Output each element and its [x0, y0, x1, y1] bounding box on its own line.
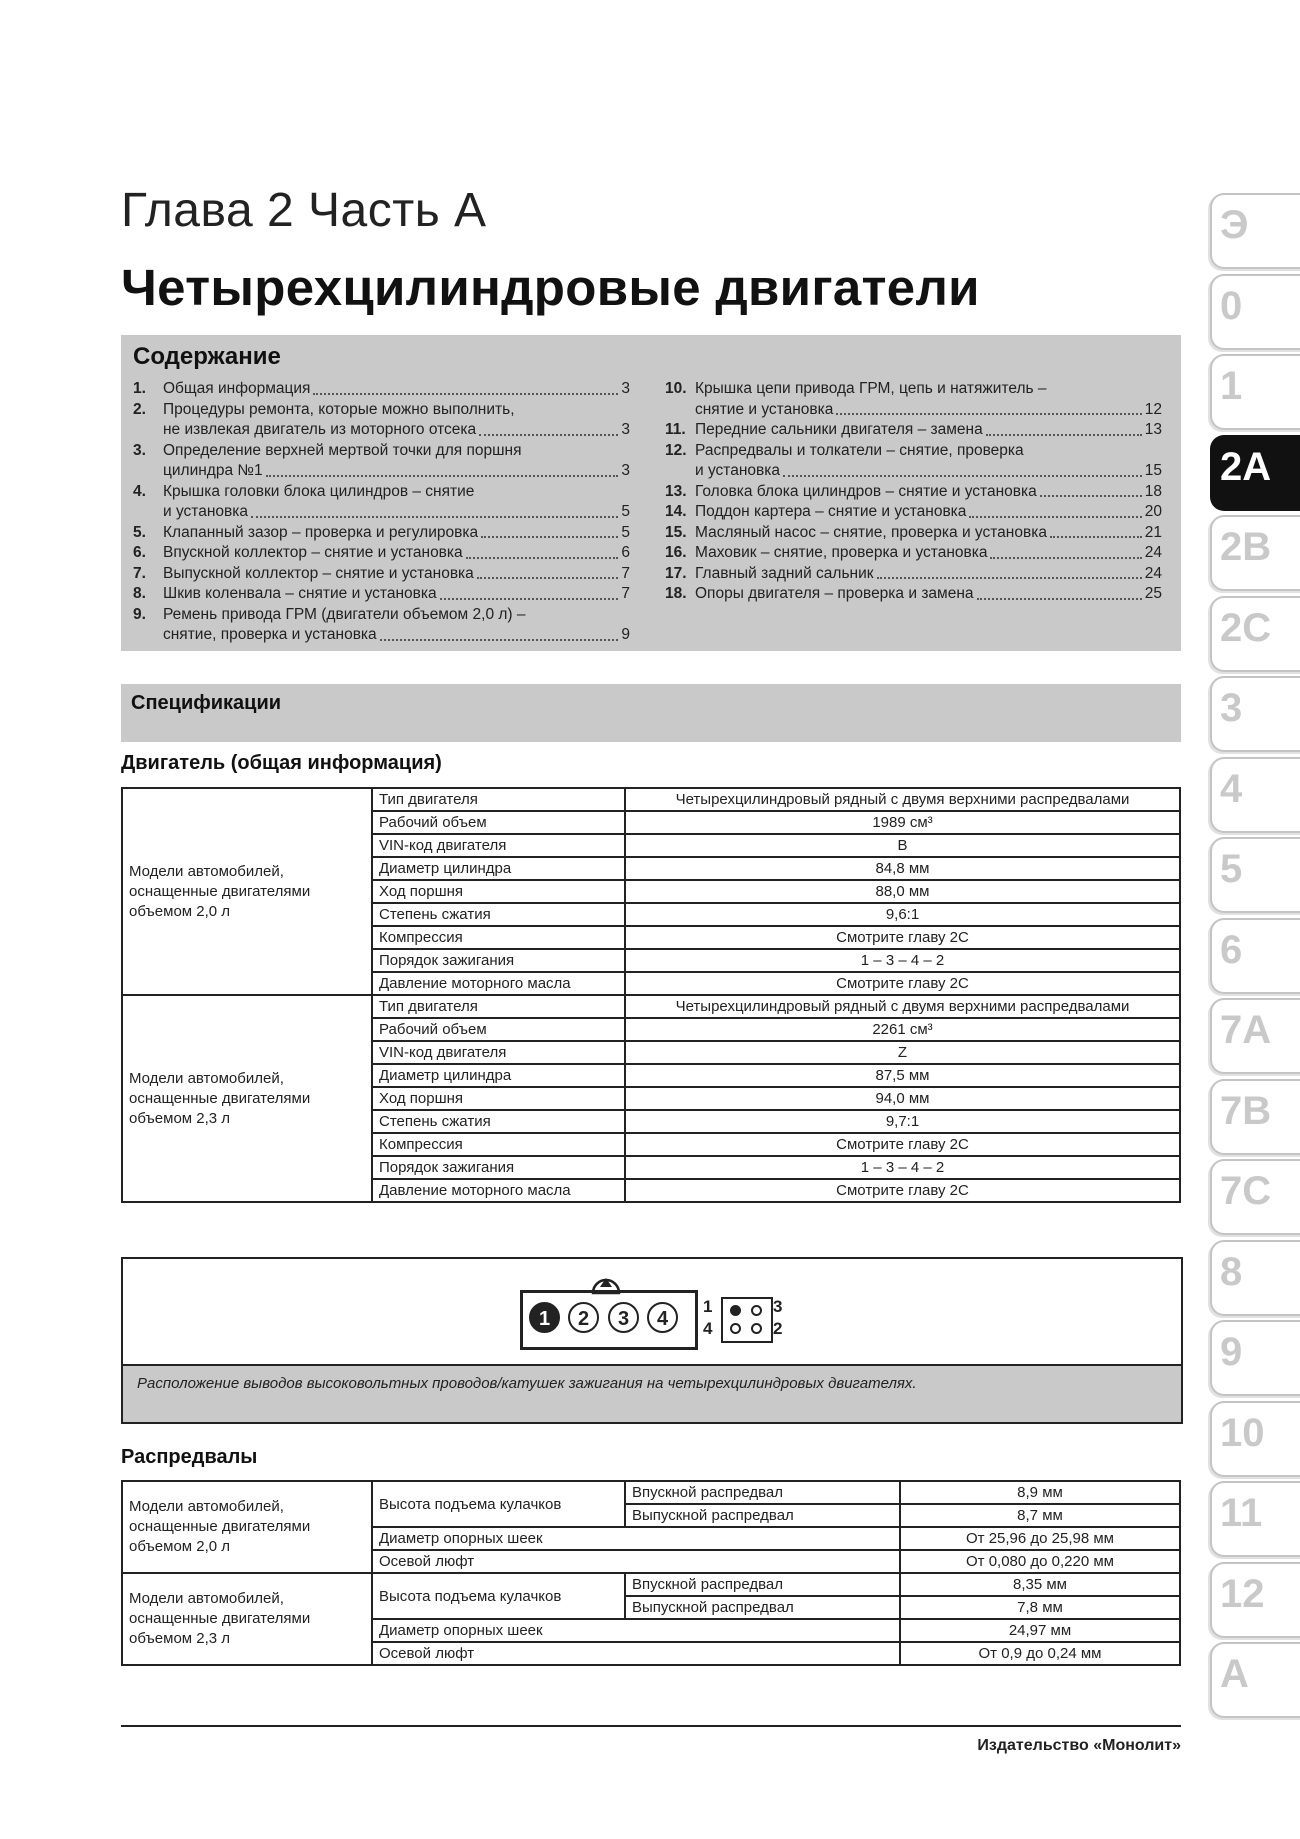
camshaft-spec-row	[122, 1573, 1180, 1596]
engine-param-label: Тип двигателя	[372, 995, 625, 1018]
toc-right-column	[665, 379, 1162, 605]
toc-item-page: 5	[621, 523, 630, 541]
toc-item-text: Впускной коллектор – снятие и установка	[163, 544, 463, 561]
toc-item-text: Поддон картера – снятие и установка	[695, 503, 967, 520]
end-play-label: Осевой люфт	[372, 1550, 900, 1573]
toc-item-text: Главный задний сальник	[695, 564, 874, 582]
toc-item-body	[695, 584, 1162, 605]
toc-item-line	[695, 543, 1162, 564]
chapter-tab-label: 8	[1220, 1249, 1243, 1294]
toc-item-text: Общая информация	[163, 380, 311, 397]
toc-leader-dots	[783, 475, 1142, 477]
toc-item-number: 16.	[665, 544, 687, 561]
toc-item-text: Передние сальники двигателя – замена	[695, 421, 983, 438]
toc-item-page: 6	[621, 544, 630, 561]
toc-item-body	[695, 482, 1162, 503]
chapter-tab-label: 3	[1220, 686, 1243, 730]
toc-leader-dots	[1040, 495, 1142, 497]
toc-item-line	[695, 461, 1162, 482]
toc-item-text: и установка	[163, 503, 248, 520]
chapter-tab-3[interactable]	[1210, 676, 1300, 752]
toc-item-page: 7	[621, 564, 630, 582]
toc-item-line	[163, 543, 630, 564]
toc-item	[665, 584, 1162, 605]
journal-diameter-label: Диаметр опорных шеек	[372, 1619, 900, 1642]
engine-param-value: 9,6:1	[625, 903, 1180, 926]
engine-param-value: 1989 см³	[625, 811, 1180, 834]
toc-item	[133, 523, 630, 544]
chapter-tab-9[interactable]	[1210, 1320, 1300, 1396]
engine-param-value: 9,7:1	[625, 1110, 1180, 1133]
chapter-tab-label: 1	[1220, 364, 1243, 408]
chapter-tab-7a[interactable]	[1210, 998, 1300, 1074]
coil-label-top-left: 1	[703, 1297, 713, 1316]
engine-param-label: Тип двигателя	[372, 788, 625, 811]
chapter-tab-label: 7B	[1220, 1088, 1272, 1133]
engine-param-value: 94,0 мм	[625, 1087, 1180, 1110]
coil-terminal-4	[730, 1323, 741, 1334]
contents-box	[121, 335, 1181, 651]
toc-item-page: 9	[621, 626, 630, 643]
toc-leader-dots	[969, 516, 1141, 518]
toc-item-page: 25	[1144, 585, 1162, 602]
footer-publisher: Издательство «Монолит»	[977, 1737, 1181, 1754]
toc-item-number: 1.	[133, 380, 146, 397]
toc-item-number: 17.	[665, 564, 687, 582]
engine-param-value: 1 – 3 – 4 – 2	[625, 1156, 1180, 1179]
chapter-tab-э[interactable]	[1210, 193, 1300, 269]
toc-item	[665, 379, 1162, 420]
toc-item-number: 8.	[133, 585, 146, 602]
engine-param-label: Диаметр цилиндра	[372, 857, 625, 880]
toc-item-number: 9.	[133, 605, 146, 623]
chapter-tab-5[interactable]	[1210, 837, 1300, 913]
toc-item-text: и установка	[695, 462, 780, 479]
contents-title: Содержание	[133, 343, 281, 370]
toc-item	[133, 584, 630, 605]
toc-leader-dots	[990, 557, 1141, 559]
journal-diameter-value: От 25,96 до 25,98 мм	[900, 1527, 1180, 1550]
coil-terminal-3	[751, 1305, 762, 1316]
coil-label-bottom-right: 2	[773, 1319, 783, 1338]
toc-item-text: Крышка головки блока цилиндров – снятие	[163, 482, 475, 500]
toc-item-text: Головка блока цилиндров – снятие и установка	[695, 482, 1037, 500]
toc-leader-dots	[440, 598, 619, 600]
chapter-tab-8[interactable]	[1210, 1240, 1300, 1316]
chapter-tab-2b[interactable]	[1210, 515, 1300, 591]
chapter-tab-1[interactable]	[1210, 354, 1300, 430]
chapter-tab-12[interactable]	[1210, 1562, 1300, 1638]
toc-item-body	[695, 420, 1162, 441]
toc-item-number: 3.	[133, 441, 146, 459]
cylinder-1: 1	[529, 1302, 560, 1333]
end-play-value: От 0,080 до 0,220 мм	[900, 1550, 1180, 1573]
engine-param-label: VIN-код двигателя	[372, 834, 625, 857]
toc-item	[665, 564, 1162, 585]
toc-item-number: 10.	[665, 380, 687, 397]
toc-leader-dots	[466, 557, 619, 559]
toc-item	[133, 564, 630, 585]
toc-item-text: не извлекая двигатель из моторного отсека	[163, 421, 477, 438]
toc-item-body	[695, 379, 1162, 420]
toc-item-text: Маховик – снятие, проверка и установка	[695, 544, 988, 561]
toc-item-body	[695, 564, 1162, 585]
toc-item-page: 12	[1144, 400, 1162, 418]
engine-param-value: 84,8 мм	[625, 857, 1180, 880]
intake-cam-value: 8,9 мм	[900, 1481, 1180, 1504]
engine-param-label: Степень сжатия	[372, 903, 625, 926]
chapter-tab-label: 7C	[1220, 1169, 1272, 1213]
toc-item-line	[163, 379, 630, 400]
footer-rule	[121, 1725, 1181, 1727]
chapter-tab-a[interactable]	[1210, 1642, 1300, 1718]
engine-param-value: Смотрите главу 2С	[625, 972, 1180, 995]
toc-item-number: 11.	[665, 421, 686, 438]
toc-item	[665, 420, 1162, 441]
toc-item-line	[163, 564, 630, 585]
journal-diameter-label: Диаметр опорных шеек	[372, 1527, 900, 1550]
cylinder-3: 3	[608, 1302, 639, 1333]
chapter-tab-10[interactable]	[1210, 1401, 1300, 1477]
toc-leader-dots	[380, 639, 619, 641]
toc-item-body	[695, 523, 1162, 544]
chapter-tab-label: 7A	[1220, 1008, 1272, 1052]
toc-item-text: Опоры двигателя – проверка и замена	[695, 585, 974, 602]
chapter-tab-label: 2B	[1220, 525, 1272, 569]
toc-item-line	[695, 420, 1162, 441]
toc-item-line	[163, 420, 630, 441]
toc-item-page: 7	[621, 585, 630, 602]
toc-item-body	[163, 482, 630, 523]
toc-item-number: 6.	[133, 544, 146, 561]
toc-item-page: 13	[1144, 421, 1162, 438]
toc-leader-dots	[977, 598, 1142, 600]
toc-item-text: Распредвалы и толкатели – снятие, проверка	[695, 441, 1024, 459]
toc-left-column	[133, 379, 630, 646]
toc-leader-dots	[479, 434, 618, 436]
toc-item-body	[163, 564, 630, 585]
toc-item-text: Выпускной коллектор – снятие и установка	[163, 564, 474, 582]
chapter-tab-7b[interactable]	[1210, 1079, 1300, 1155]
chapter-tab-label: 2C	[1220, 605, 1272, 650]
toc-item-line	[695, 502, 1162, 523]
toc-item-body	[163, 441, 630, 482]
engine-param-label: VIN-код двигателя	[372, 1041, 625, 1064]
intake-cam-label: Впускной распредвал	[625, 1573, 900, 1596]
toc-item	[665, 502, 1162, 523]
toc-item-body	[163, 584, 630, 605]
cam-lift-label: Высота подъема кулачков	[372, 1573, 625, 1619]
engine-model-cell: Модели автомобилей, оснащенные двигателями объемом 2,3 л	[122, 995, 372, 1202]
intake-cam-label: Впускной распредвал	[625, 1481, 900, 1504]
toc-leader-dots	[251, 516, 618, 518]
toc-item-line	[695, 400, 1162, 421]
chapter-tab-label: A	[1220, 1652, 1249, 1696]
toc-item-text: Клапанный зазор – проверка и регулировка	[163, 523, 479, 541]
toc-item-text: снятие и установка	[695, 400, 834, 418]
engine-param-value: Смотрите главу 2С	[625, 1179, 1180, 1202]
end-play-value: От 0,9 до 0,24 мм	[900, 1642, 1180, 1665]
exhaust-cam-label: Выпускной распредвал	[625, 1504, 900, 1527]
toc-leader-dots	[877, 577, 1142, 579]
toc-item-number: 12.	[665, 441, 687, 459]
toc-item-line	[163, 625, 630, 646]
toc-item-number: 4.	[133, 482, 146, 500]
toc-item-line	[163, 502, 630, 523]
engine-model-cell: Модели автомобилей, оснащенные двигателями объемом 2,0 л	[122, 788, 372, 995]
engine-param-label: Давление моторного масла	[372, 972, 625, 995]
toc-item	[133, 379, 630, 400]
toc-item	[133, 441, 630, 482]
camshaft-spec-row	[122, 1481, 1180, 1504]
toc-item-line	[695, 564, 1162, 585]
toc-item-number: 13.	[665, 482, 687, 500]
cylinder-2: 2	[568, 1302, 599, 1333]
toc-leader-dots	[313, 393, 618, 395]
toc-leader-dots	[836, 413, 1141, 415]
toc-item-body	[695, 441, 1162, 482]
engine-param-label: Компрессия	[372, 926, 625, 949]
toc-item-page: 18	[1144, 482, 1162, 500]
engine-spec-row	[122, 788, 1180, 811]
engine-param-label: Степень сжатия	[372, 1110, 625, 1133]
engine-param-value: Смотрите главу 2С	[625, 926, 1180, 949]
toc-leader-dots	[986, 434, 1142, 436]
toc-item-text: цилиндра №1	[163, 462, 263, 479]
engine-param-label: Рабочий объем	[372, 811, 625, 834]
toc-item-number: 2.	[133, 400, 146, 418]
chapter-subtitle: Глава 2 Часть А	[121, 184, 487, 237]
cylinder-4: 4	[647, 1302, 678, 1333]
chapter-tab-label: Э	[1220, 203, 1249, 247]
toc-item	[133, 400, 630, 441]
toc-item-line	[163, 523, 630, 544]
journal-diameter-value: 24,97 мм	[900, 1619, 1180, 1642]
chapter-tab-label: 12	[1220, 1571, 1265, 1616]
chapter-tab-label: 5	[1220, 847, 1243, 891]
engine-param-value: Z	[625, 1041, 1180, 1064]
engine-param-label: Диаметр цилиндра	[372, 1064, 625, 1087]
camshaft-spec-table	[121, 1480, 1181, 1666]
toc-leader-dots	[1050, 536, 1142, 538]
engine-param-value: Четырехцилиндровый рядный с двумя верхними распредвалами	[625, 995, 1180, 1018]
toc-item-text: Шкив коленвала – снятие и установка	[163, 585, 437, 602]
coil-terminal-1	[730, 1305, 741, 1316]
specifications-title: Спецификации	[131, 692, 282, 714]
toc-item-text: Ремень привода ГРМ (двигатели объемом 2,0 л) –	[163, 605, 526, 623]
toc-item-number: 5.	[133, 523, 146, 541]
toc-item-body	[695, 502, 1162, 523]
toc-item-line	[695, 523, 1162, 544]
cylinder-frame	[520, 1290, 698, 1350]
toc-item-text: Процедуры ремонта, которые можно выполнить,	[163, 400, 515, 418]
exhaust-cam-label: Выпускной распредвал	[625, 1596, 900, 1619]
chapter-tab-label: 6	[1220, 927, 1243, 972]
toc-item-text: Масляный насос – снятие, проверка и установка	[695, 523, 1047, 541]
toc-leader-dots	[481, 536, 618, 538]
ignition-diagram-caption-band	[123, 1366, 1181, 1422]
exhaust-cam-value: 8,7 мм	[900, 1504, 1180, 1527]
engine-param-value: 2261 см³	[625, 1018, 1180, 1041]
coil-label-top-right: 3	[773, 1297, 783, 1316]
chapter-tab-7c[interactable]	[1210, 1159, 1300, 1235]
end-play-label: Осевой люфт	[372, 1642, 900, 1665]
cam-lift-label: Высота подъема кулачков	[372, 1481, 625, 1527]
exhaust-cam-value: 7,8 мм	[900, 1596, 1180, 1619]
toc-item-text: Крышка цепи привода ГРМ, цепь и натяжитель –	[695, 380, 1047, 397]
coil-label-bottom-left: 4	[703, 1319, 713, 1338]
engine-param-label: Порядок зажигания	[372, 949, 625, 972]
toc-item-body	[695, 543, 1162, 564]
chapter-tab-2c[interactable]	[1210, 596, 1300, 672]
engine-param-value: 88,0 мм	[625, 880, 1180, 903]
engine-param-label: Ход поршня	[372, 1087, 625, 1110]
toc-item-page: 5	[621, 503, 630, 520]
engine-param-label: Рабочий объем	[372, 1018, 625, 1041]
engine-param-value: Смотрите главу 2С	[625, 1133, 1180, 1156]
engine-param-label: Ход поршня	[372, 880, 625, 903]
toc-item-page: 3	[621, 462, 630, 479]
toc-item-body	[163, 605, 630, 646]
chapter-tab-label: 9	[1220, 1330, 1243, 1374]
chapter-tab-11[interactable]	[1210, 1481, 1300, 1557]
toc-item-line	[163, 584, 630, 605]
toc-item-body	[163, 543, 630, 564]
toc-leader-dots	[266, 475, 619, 477]
chapter-tab-label: 4	[1220, 766, 1243, 811]
coil-terminal-2	[751, 1323, 762, 1334]
toc-item-body	[163, 523, 630, 544]
toc-item	[665, 482, 1162, 503]
chapter-tab-2a[interactable]	[1210, 435, 1300, 511]
chapter-tab-6[interactable]	[1210, 918, 1300, 994]
chapter-tab-0[interactable]	[1210, 274, 1300, 350]
engine-param-label: Компрессия	[372, 1133, 625, 1156]
toc-item	[665, 523, 1162, 544]
toc-item-number: 15.	[665, 523, 687, 541]
toc-item	[133, 482, 630, 523]
chapter-tab-label: 2A	[1220, 444, 1272, 489]
toc-item-number: 14.	[665, 503, 687, 520]
toc-item-page: 3	[621, 380, 630, 397]
toc-leader-dots	[477, 577, 619, 579]
intake-cam-value: 8,35 мм	[900, 1573, 1180, 1596]
camshaft-section-title: Распредвалы	[121, 1446, 258, 1468]
chapter-tab-label: 10	[1220, 1410, 1265, 1455]
toc-item	[665, 543, 1162, 564]
toc-item-line	[695, 584, 1162, 605]
camshaft-model-cell: Модели автомобилей, оснащенные двигателями объемом 2,0 л	[122, 1481, 372, 1573]
toc-item-page: 15	[1144, 462, 1162, 479]
engine-param-value: 1 – 3 – 4 – 2	[625, 949, 1180, 972]
toc-item-text: снятие, проверка и установка	[163, 626, 377, 643]
toc-item-line	[695, 482, 1162, 503]
toc-item-number: 18.	[665, 585, 687, 602]
engine-section-title: Двигатель (общая информация)	[121, 752, 442, 774]
engine-param-value: B	[625, 834, 1180, 857]
engine-spec-row	[122, 995, 1180, 1018]
engine-spec-table	[121, 787, 1181, 1203]
engine-param-value: Четырехцилиндровый рядный с двумя верхними распредвалами	[625, 788, 1180, 811]
chapter-title: Четырехцилиндровые двигатели	[121, 259, 980, 316]
toc-item	[665, 441, 1162, 482]
toc-item-page: 21	[1144, 523, 1162, 541]
engine-param-value: 87,5 мм	[625, 1064, 1180, 1087]
toc-item-page: 20	[1144, 503, 1162, 520]
toc-item-number: 7.	[133, 564, 146, 582]
chapter-tab-label: 11	[1220, 1491, 1263, 1535]
toc-item-page: 24	[1144, 544, 1162, 561]
toc-item-body	[163, 400, 630, 441]
toc-item	[133, 543, 630, 564]
ignition-diagram-figure	[123, 1259, 1181, 1366]
toc-item-line	[163, 461, 630, 482]
ignition-diagram	[121, 1257, 1183, 1424]
specifications-band	[121, 684, 1181, 742]
toc-item	[133, 605, 630, 646]
toc-item-page: 3	[621, 421, 630, 438]
toc-item-body	[163, 379, 630, 400]
toc-item-page: 24	[1144, 564, 1162, 582]
toc-item-text: Определение верхней мертвой точки для поршня	[163, 441, 522, 459]
ignition-diagram-caption: Расположение выводов высоковольтных проводов/катушек зажигания на четырехцилиндровых двигателях.	[137, 1375, 917, 1392]
engine-param-label: Порядок зажигания	[372, 1156, 625, 1179]
coil-pack	[721, 1297, 773, 1343]
engine-param-label: Давление моторного масла	[372, 1179, 625, 1202]
chapter-tab-label: 0	[1220, 283, 1243, 328]
camshaft-model-cell: Модели автомобилей, оснащенные двигателями объемом 2,3 л	[122, 1573, 372, 1665]
chapter-tab-4[interactable]	[1210, 757, 1300, 833]
